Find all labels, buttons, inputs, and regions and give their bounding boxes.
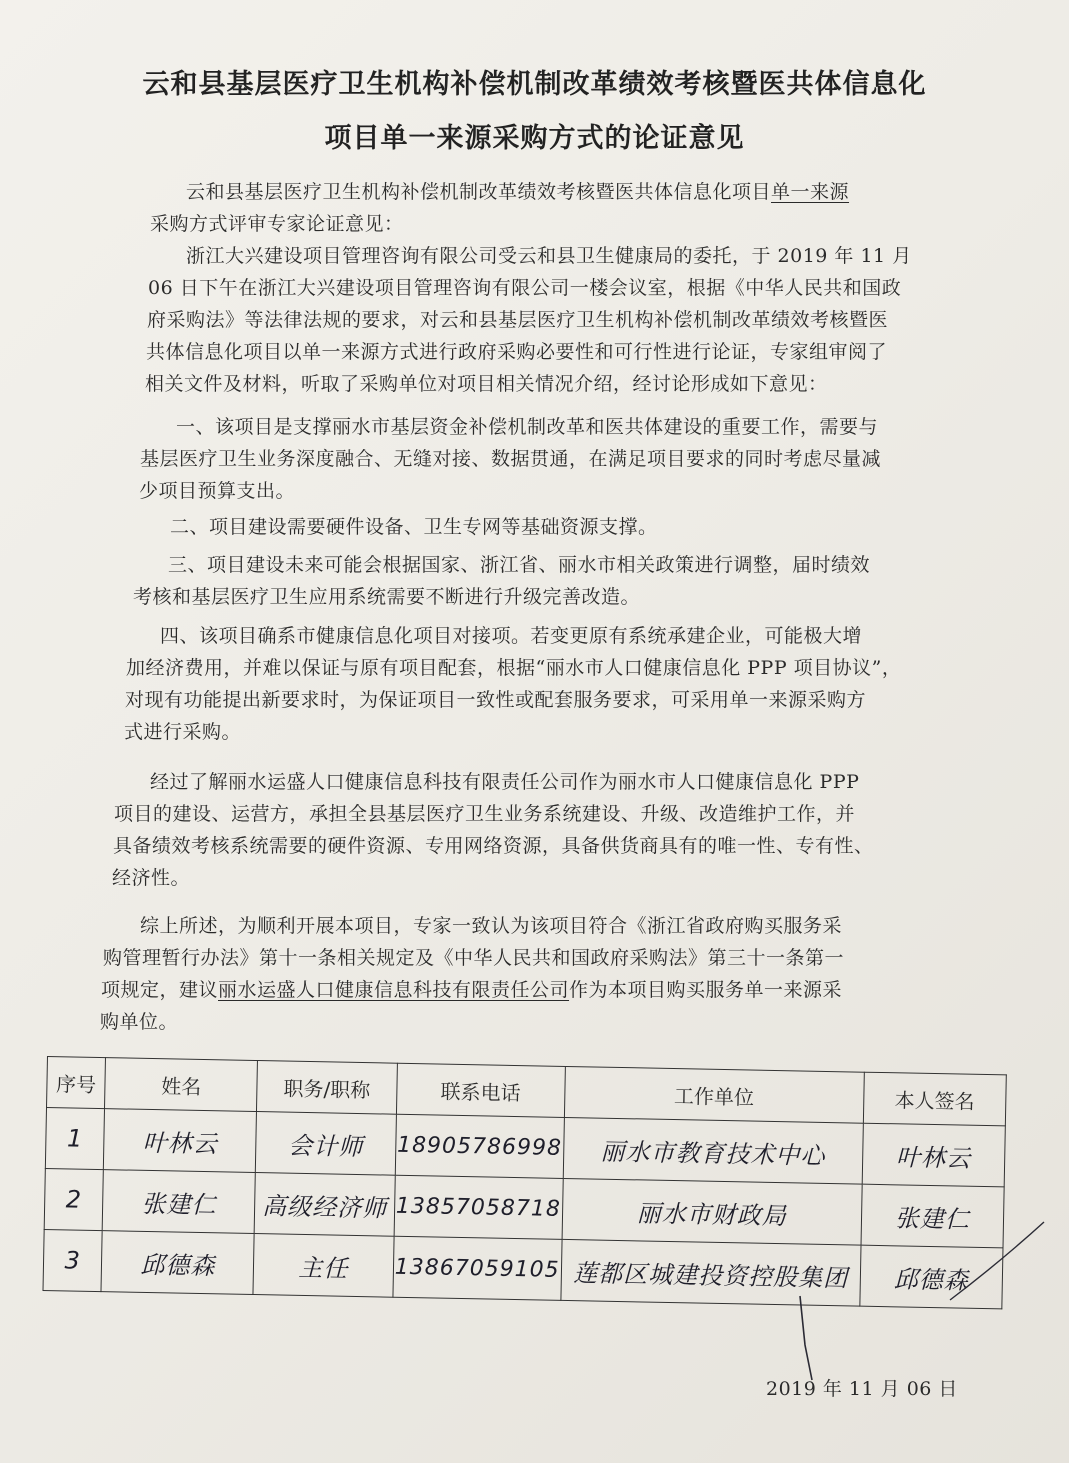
row-signature: 邱德森: [860, 1245, 1003, 1309]
intro-text: 云和县基层医疗卫生机构补偿机制改革绩效考核暨医共体信息化项目: [186, 181, 772, 203]
header-unit: 工作单位: [564, 1066, 864, 1123]
body-line: 府采购法》等法律法规的要求，对云和县基层医疗卫生机构补偿机制改革绩效考核暨医: [147, 309, 889, 331]
document-title-line-1: 云和县基层医疗卫生机构补偿机制改革绩效考核暨医共体信息化: [142, 69, 927, 100]
body-line: 式进行采购。: [124, 721, 242, 743]
body-line: 项目的建设、运营方，承担全县基层医疗卫生业务系统建设、升级、改造维护工作，并: [114, 803, 856, 825]
body-line: 经济性。: [112, 867, 191, 889]
body-line: 06 日下午在浙江大兴建设项目管理咨询有限公司一楼会议室，根据《中华人民共和国政: [148, 277, 902, 299]
document-title-line-2: 项目单一来源采购方式的论证意见: [324, 123, 745, 154]
body-line: 购单位。: [100, 1011, 179, 1033]
header-title: 职务/职称: [257, 1061, 397, 1115]
body-line: 浙江大兴建设项目管理咨询有限公司受云和县卫生健康局的委托，于 2019 年 11 月: [186, 245, 912, 267]
body-line: 基层医疗卫生业务深度融合、无缝对接、数据贯通，在满足项目要求的同时考虑尽量减: [140, 448, 882, 470]
body-line: 具备绩效考核系统需要的硬件资源、专用网络资源，具备供货商具有的唯一性、专有性、: [113, 835, 874, 857]
body-line: 考核和基层医疗卫生应用系统需要不断进行升级完善改造。: [133, 586, 641, 608]
body-line: 对现有功能提出新要求时，为保证项目一致性或配套服务要求，可采用单一来源采购方: [125, 689, 867, 711]
row-title: 主任: [253, 1234, 394, 1298]
body-line: 三、项目建设未来可能会根据国家、浙江省、丽水市相关政策进行调整，届时绩效: [168, 554, 871, 576]
body-line: 相关文件及材料，听取了采购单位对项目相关情况介绍，经讨论形成如下意见：: [145, 373, 828, 395]
body-line: 购管理暂行办法》第十一条相关规定及《中华人民共和国政府采购法》第三十一条第一: [103, 947, 845, 969]
header-phone: 联系电话: [396, 1063, 565, 1117]
body-line: 四、该项目确系市健康信息化项目对接项。若变更原有系统承建企业，可能极大增: [160, 625, 863, 647]
row-name: 叶林云: [104, 1109, 257, 1173]
row-unit: 丽水市财政局: [562, 1178, 862, 1245]
header-no: 序号: [47, 1057, 106, 1109]
body-text: 作为本项目购买服务单一来源采: [569, 979, 843, 1001]
body-text: 项规定，建议: [101, 979, 219, 1001]
intro-line-2: 采购方式评审专家论证意见：: [150, 213, 404, 235]
body-line: 经过了解丽水运盛人口健康信息科技有限责任公司作为丽水市人口健康信息化 PPP: [150, 771, 860, 793]
body-line: 综上所述，为顺利开展本项目，专家一致认为该项目符合《浙江省政府购买服务采: [140, 915, 843, 937]
row-signature: 叶林云: [862, 1123, 1005, 1187]
row-signature: 张建仁: [861, 1184, 1004, 1248]
row-unit: 莲都区城建投资控股集团: [561, 1239, 861, 1306]
header-name: 姓名: [105, 1058, 258, 1112]
body-line: 共体信息化项目以单一来源方式进行政府采购必要性和可行性进行论证，专家组审阅了: [146, 341, 888, 363]
row-title: 会计师: [256, 1112, 397, 1176]
row-phone: 13867059105: [393, 1236, 562, 1300]
intro-method: 单一来源: [771, 181, 850, 203]
body-line: 二、项目建设需要硬件设备、卫生专网等基础资源支撑。: [170, 516, 658, 538]
row-name: 张建仁: [103, 1170, 256, 1234]
body-line: 一、该项目是支撑丽水市基层资金补偿机制改革和医共体建设的重要工作，需要与: [176, 416, 879, 438]
row-no: 1: [45, 1108, 105, 1170]
row-no: 3: [43, 1229, 103, 1291]
row-name: 邱德森: [101, 1231, 254, 1295]
row-title: 高级经济师: [254, 1173, 395, 1237]
body-line: 少项目预算支出。: [139, 480, 296, 502]
row-unit: 丽水市教育技术中心: [563, 1117, 863, 1184]
row-phone: 13857058718: [394, 1175, 563, 1239]
supplier-name: 丽水运盛人口健康信息科技有限责任公司: [218, 979, 570, 1001]
row-no: 2: [44, 1168, 104, 1230]
header-signature: 本人签名: [863, 1072, 1006, 1126]
body-line: 加经济费用，并难以保证与原有项目配套，根据“丽水市人口健康信息化 PPP 项目协议”，: [126, 657, 902, 679]
row-phone: 18905786998: [395, 1114, 564, 1178]
document-date: 2019 年 11 月 06 日: [766, 1378, 958, 1400]
